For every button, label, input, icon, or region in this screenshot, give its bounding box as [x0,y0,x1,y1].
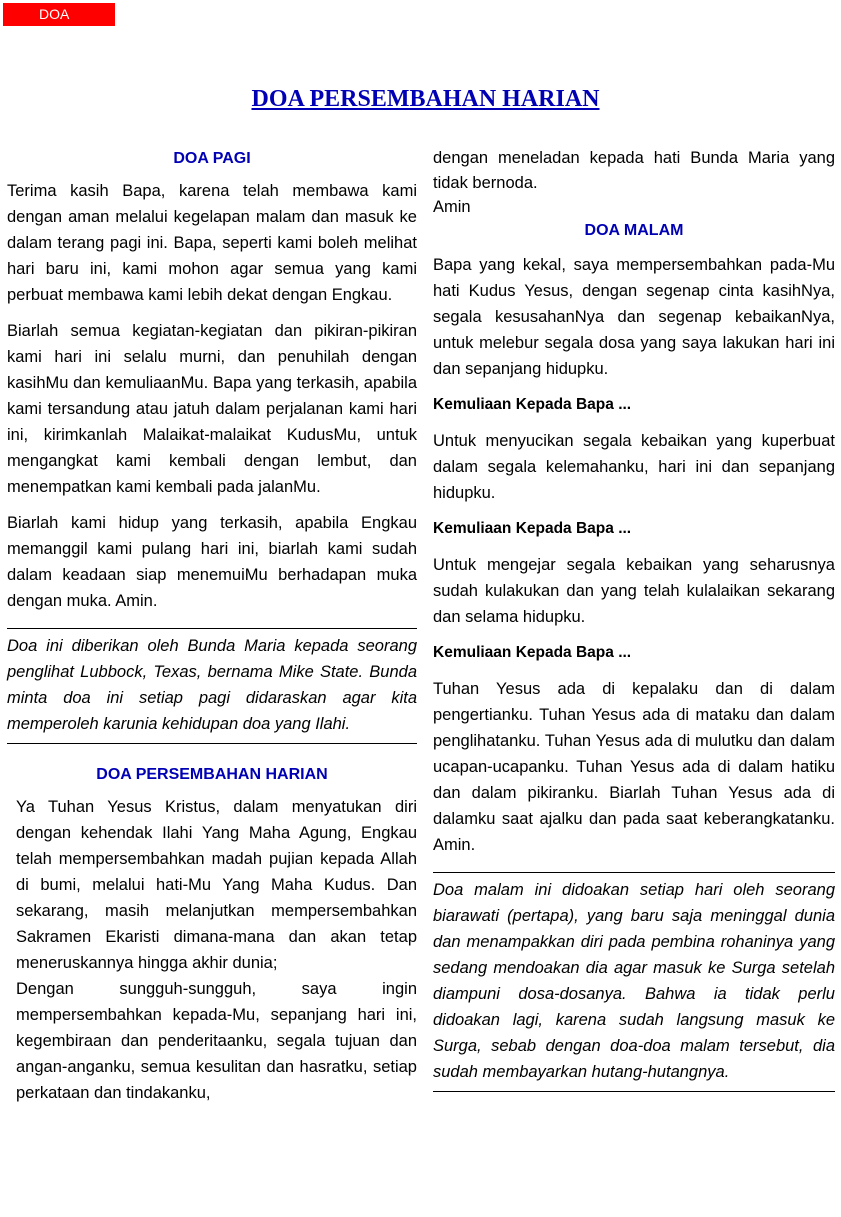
doa-malam-kemuliaan-3: Kemuliaan Kepada Bapa ... [433,644,632,661]
doa-persembahan-body [7,794,417,1106]
right-column [433,146,835,1102]
doa-malam-kemuliaan-1: Kemuliaan Kepada Bapa ... [433,396,632,413]
doa-pagi-note: Doa ini diberikan oleh Bunda Maria kepada seorang penglihat Lubbock, Texas, bernama Mike State. Bunda minta doa ini setiap pagi didaraskan agar kita memperoleh karunia kehidupan doa yang Ilahi. [7,628,417,744]
doa-pagi-paragraph-2: Biarlah semua kegiatan-kegiatan dan pikiran-pikiran kami hari ini selalu murni, dan penuhilah dengan kasihMu dan kemuliaanMu. Bapa yang terkasih, apabila kami tersandung atau jatuh dalam perjalanan kami hari ini, kirimkanlah Malaikat-malaikat KudusMu, untuk mengangkat kami kembali dengan lembut, dan menempatkan kami kembali pada jalanMu. [7,322,417,496]
doa-pagi-paragraph-1: Terima kasih Bapa, karena telah membawa kami dengan aman melalui kegelapan malam dan masuk ke dalam terang pagi ini. Bapa, seperti kami boleh melihat hari baru ini, kami mohon agar semua yang kami perbuat membawa kami lebih dekat dengan Engkau. [7,182,417,304]
doa-malam-paragraph-4: Tuhan Yesus ada di kepalaku dan di dalam pengertianku. Tuhan Yesus ada di mataku dan dalam penglihatanku. Tuhan Yesus ada di mulutku dan dalam ucapan-ucapanku. Tuhan Yesus ada di dalam hatiku dan dalam pikiranku. Biarlah Tuhan Yesus ada di dalamku saat ajalku dan pada saat keberangkatanku. Amin. [433,680,835,854]
doa-malam-paragraph-3: Untuk mengejar segala kebaikan yang seharusnya sudah kulakukan dan yang telah kulalaikan sekarang dan selama hidupku. [433,556,835,626]
doa-malam-heading: DOA MALAM [584,222,684,239]
doa-persembahan-heading: DOA PERSEMBAHAN HARIAN [96,766,328,783]
doa-malam-note: Doa malam ini didoakan setiap hari oleh seorang biarawati (pertapa), yang baru saja meninggal dunia dan menampakkan diri pada pembina rohaninya yang sedang mendoakan dia agar masuk ke Surga setelah diampuni dosa-dosanya. Bahwa ia tidak perlu didoakan lagi, karena sudah langsung masuk ke Surga, sebab dengan doa-doa malam tersebut, dia sudah membayarkan hutang-hutangnya. [433,872,835,1092]
doa-malam-paragraph-1: Bapa yang kekal, saya mempersembahkan pada-Mu hati Kudus Yesus, dengan segenap cinta kasihNya, segala kesusahanNya dan segenap kebaikanNya, untuk melebur segala dosa yang saya lakukan hari ini dan sepanjang hidupku. [433,256,835,378]
doa-persembahan-paragraph-3: dengan meneladan kepada hati Bunda Maria yang tidak bernoda. [433,149,835,192]
doa-malam-kemuliaan-2: Kemuliaan Kepada Bapa ... [433,520,632,537]
doa-tag: DOA [3,3,115,26]
doa-malam-paragraph-2: Untuk menyucikan segala kebaikan yang kuperbuat dalam segala kelemahanku, hari ini dan sepanjang hidupku. [433,432,835,502]
doa-pagi-paragraph-3: Biarlah kami hidup yang terkasih, apabila Engkau memanggil kami pulang hari ini, biarlah kami sudah dalam keadaan siap menemuiMu berhadapan muka dengan muka. Amin. [7,514,417,610]
doa-pagi-heading: DOA PAGI [173,150,251,167]
doa-persembahan-amin: Amin [433,198,471,216]
page-title: DOA PERSEMBAHAN HARIAN [251,86,600,112]
doa-persembahan-paragraph-1: Ya Tuhan Yesus Kristus, dalam menyatukan diri dengan kehendak Ilahi Yang Maha Agung, Engkau telah mempersembahkan madah pujian kepada Allah di bumi, melalui hati-Mu Yang Maha Kudus. Dan sekarang, masih melanjutkan mempersembahkan Sakramen Ekaristi dimana-mana dan akan tetap meneruskannya hingga akhir dunia; [16,798,417,972]
left-column [7,146,417,1106]
doa-persembahan-paragraph-2: Dengan sungguh-sungguh, saya ingin mempersembahkan kepada-Mu, sepanjang hari ini, kegembiraan dan penderitaanku, segala tujuan dan angan-anganku, semua kesulitan dan hasratku, setiap perkataan dan tindakanku, [16,980,417,1102]
